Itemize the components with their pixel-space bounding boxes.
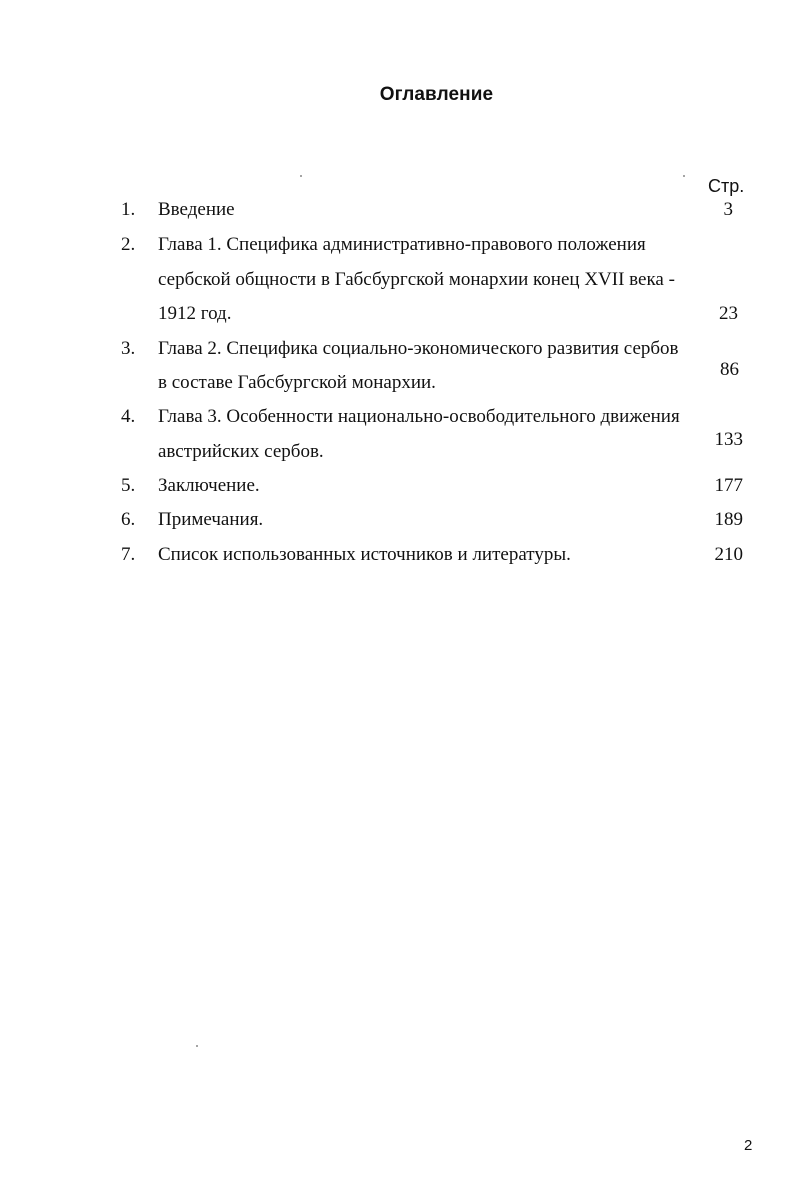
entry-title-line: Список использованных источников и литературы. — [158, 544, 571, 565]
scan-speck — [300, 175, 302, 177]
entry-number: 5. — [121, 475, 136, 496]
entry-title-line: в составе Габсбургской монархии. — [158, 372, 436, 393]
entry-title-line: австрийских сербов. — [158, 441, 324, 462]
entry-number: 2. — [121, 234, 136, 255]
entry-title-line: Глава 2. Специфика социально-экономического развития сербов — [158, 338, 679, 359]
entry-page: 133 — [714, 429, 743, 450]
scan-speck — [196, 1045, 198, 1047]
entry-page: 189 — [714, 509, 743, 530]
entry-page: 3 — [723, 199, 733, 220]
entry-title-line: Заключение. — [158, 475, 260, 496]
entry-title-line: Глава 3. Особенности национально-освободительного движения — [158, 406, 680, 427]
scan-speck — [683, 175, 685, 177]
entry-title-line: Примечания. — [158, 509, 264, 530]
page-number: 2 — [744, 1137, 753, 1154]
entry-title-line: сербской общности в Габсбургской монархии конец XVII века - — [158, 269, 675, 290]
entry-page: 23 — [719, 303, 738, 324]
entry-number: 3. — [121, 338, 136, 359]
entry-page: 177 — [714, 475, 743, 496]
entry-number: 1. — [121, 199, 136, 220]
entry-page: 86 — [720, 359, 739, 380]
entry-title-line: 1912 год. — [158, 303, 232, 324]
entry-number: 4. — [121, 406, 136, 427]
entry-title-line: Глава 1. Специфика административно-правового положения — [158, 234, 646, 255]
entry-number: 7. — [121, 544, 136, 565]
page-column-label: Стр. — [708, 176, 745, 196]
toc-heading: Оглавление — [379, 84, 494, 105]
entry-title-line: Введение — [158, 199, 235, 220]
entry-number: 6. — [121, 509, 136, 530]
entry-page: 210 — [714, 544, 743, 565]
